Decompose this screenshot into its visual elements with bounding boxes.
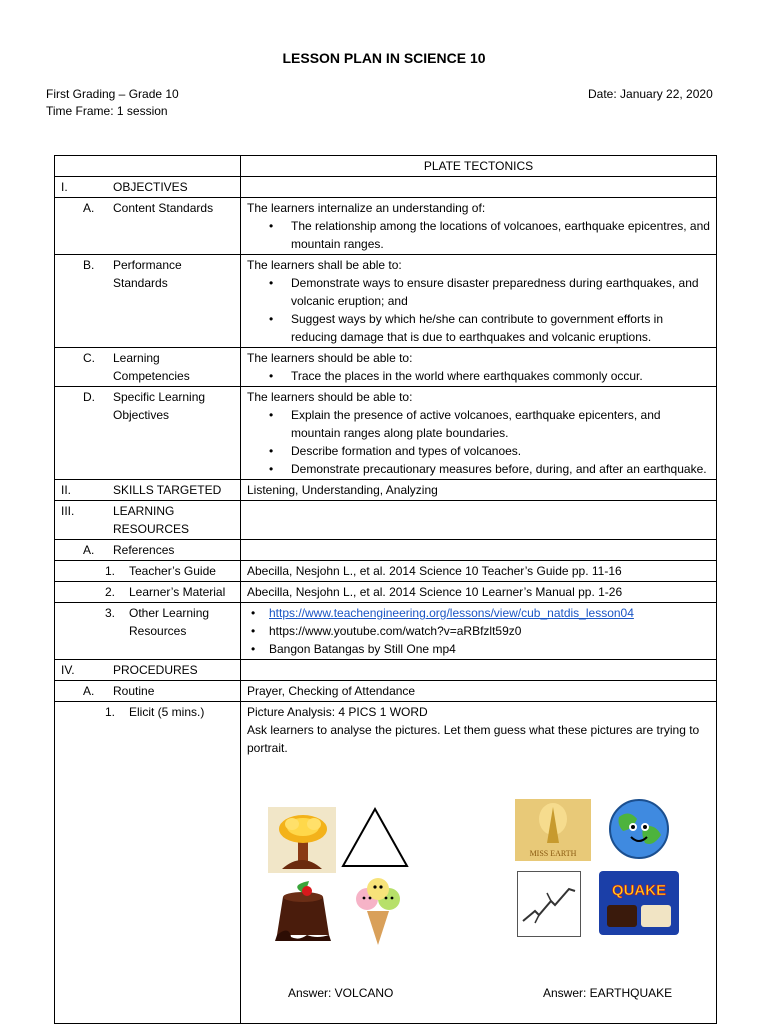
references-row — [55, 540, 717, 561]
reference-value: Abecilla, Nesjohn L., et al. 2014 Science 10 Learner’s Manual pp. 1-26 — [241, 582, 717, 603]
answer-earthquake: Answer: EARTHQUAKE — [543, 986, 673, 1000]
item-label: Teacher’s Guide — [129, 564, 216, 578]
item-label: Elicit (5 mins.) — [129, 705, 205, 719]
page-title: LESSON PLAN IN SCIENCE 10 — [282, 50, 486, 66]
list-item: • Trace the places in the world where earthquakes commonly occur. — [291, 367, 710, 385]
time-frame: Time Frame: 1 session — [46, 104, 168, 118]
item-letter: D. — [83, 390, 95, 404]
explosion-picture — [268, 807, 336, 873]
list-item: • Explain the presence of active volcanoes, earthquake epicenters, and mountain ranges along plate boundaries. — [291, 406, 710, 442]
item-label: Learning Competencies — [113, 351, 190, 383]
specific-objectives-row — [55, 387, 717, 480]
list-item: • Describe formation and types of volcanoes. — [291, 442, 710, 460]
routine-value: Prayer, Checking of Attendance — [241, 681, 717, 702]
item-number: 3. — [105, 606, 116, 620]
item-number: 1. — [105, 564, 116, 578]
intro-text: The learners should be able to: — [247, 351, 413, 365]
list-item: • The relationship among the locations of volcanoes, earthquake epicentres, and mountain ranges. — [291, 217, 710, 253]
section-number: III. — [61, 504, 75, 518]
lava-cake-picture — [269, 879, 337, 943]
item-label: Specific Learning Objectives — [113, 390, 206, 422]
lesson-plan-table — [54, 155, 717, 1024]
item-label: Other Learning Resources — [129, 606, 210, 638]
item-letter: B. — [83, 258, 95, 272]
skills-value: Listening, Understanding, Analyzing — [241, 480, 717, 501]
item-label: Performance Standards — [113, 258, 182, 290]
list-item: • Demonstrate precautionary measures before, during, and after an earthquake. — [291, 460, 710, 478]
resources-row — [55, 501, 717, 540]
answer-volcano: Answer: VOLCANO — [288, 986, 394, 1000]
cracked-wall-picture — [517, 871, 581, 937]
content-standards-row — [55, 198, 717, 255]
elicit-row — [55, 702, 717, 1024]
teachengineering-link[interactable]: https://www.teachengineering.org/lessons/view/cub_natdis_lesson04 — [269, 606, 634, 620]
list-item: • Suggest ways by which he/she can contribute to government efforts in reducing damage that is due to earthquakes and volcanic eruptions. — [291, 310, 710, 346]
section-label: SKILLS TARGETED — [113, 483, 222, 497]
miss-earth-text: MISS EARTH — [529, 849, 577, 858]
topic-title: PLATE TECTONICS — [241, 156, 717, 177]
list-item — [269, 604, 710, 622]
grading-line: First Grading – Grade 10 — [46, 87, 179, 101]
reference-value: Abecilla, Nesjohn L., et al. 2014 Science 10 Teacher’s Guide pp. 11-16 — [241, 561, 717, 582]
item-letter: C. — [83, 351, 95, 365]
routine-row — [55, 681, 717, 702]
learners-material-row — [55, 582, 717, 603]
activity-instruction: Ask learners to analyse the pictures. Let them guess what these pictures are trying to portrait. — [247, 723, 700, 755]
item-label: Learner’s Material — [129, 585, 226, 599]
globe-picture — [607, 797, 671, 861]
other-resources-row — [55, 603, 717, 660]
item-letter: A. — [83, 201, 95, 215]
teachers-guide-row — [55, 561, 717, 582]
objectives-row — [55, 177, 717, 198]
ice-cream-picture — [349, 875, 407, 947]
list-item: • Bangon Batangas by Still One mp4 — [269, 640, 710, 658]
lesson-date: Date: January 22, 2020 — [588, 87, 713, 101]
triangle-picture — [339, 805, 411, 871]
topic-row — [55, 156, 717, 177]
intro-text: The learners internalize an understanding of: — [247, 201, 486, 215]
procedures-row — [55, 660, 717, 681]
pictures-area — [247, 757, 710, 1022]
item-number: 2. — [105, 585, 116, 599]
item-number: 1. — [105, 705, 116, 719]
item-letter: A. — [83, 543, 95, 557]
intro-text: The learners should be able to: — [247, 390, 413, 404]
performance-standards-row — [55, 255, 717, 348]
section-label: OBJECTIVES — [113, 180, 188, 194]
item-label: Routine — [113, 684, 155, 698]
item-letter: A. — [83, 684, 95, 698]
miss-earth-picture — [515, 799, 591, 861]
section-number: IV. — [61, 663, 75, 677]
activity-heading: Picture Analysis: 4 PICS 1 WORD — [247, 705, 428, 719]
list-item: • Demonstrate ways to ensure disaster preparedness during earthquakes, and volcanic eruption; and — [291, 274, 710, 310]
skills-row — [55, 480, 717, 501]
item-label: Content Standards — [113, 201, 214, 215]
quake-snack-picture — [599, 871, 679, 935]
section-label: LEARNING RESOURCES — [113, 504, 190, 536]
section-number: II. — [61, 483, 72, 497]
quake-brand-text: QUAKE — [611, 882, 667, 899]
item-label: References — [113, 543, 175, 557]
section-number: I. — [61, 180, 68, 194]
learning-competencies-row — [55, 348, 717, 387]
intro-text: The learners shall be able to: — [247, 258, 402, 272]
section-label: PROCEDURES — [113, 663, 198, 677]
list-item: • https://www.youtube.com/watch?v=aRBfzlt59z0 — [269, 622, 710, 640]
